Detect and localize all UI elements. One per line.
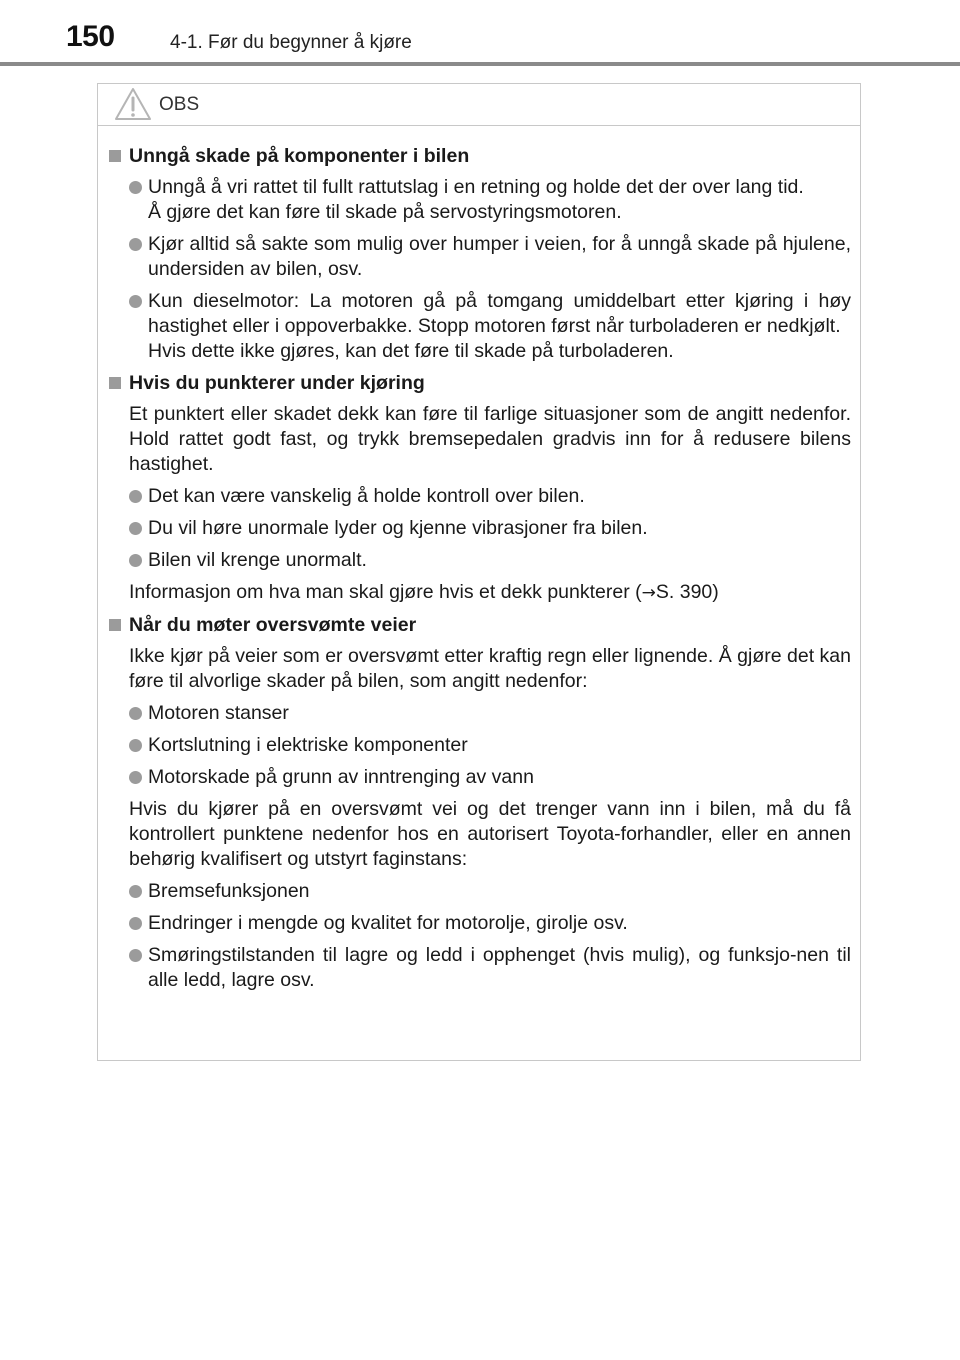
round-bullet-icon [129, 949, 142, 962]
list-item-text [148, 289, 851, 364]
round-bullet-icon [129, 490, 142, 503]
round-bullet-icon [129, 554, 142, 567]
round-bullet-icon [129, 707, 142, 720]
section-heading [105, 613, 851, 638]
paragraph: Et punktert eller skadet dekk kan føre til farlige situasjoner som de angitt nedenfor. Hold rattet godt fast, og trykk bremsepedalen gradvis inn for å redusere bilens hastighet. [129, 403, 851, 475]
reference-text: Informasjon om hva man skal gjøre hvis et dekk punkterer ( [129, 581, 642, 603]
header-rule [0, 62, 960, 66]
notice-body [98, 126, 860, 993]
round-bullet-icon [129, 885, 142, 898]
page-header [0, 0, 960, 66]
list-item [129, 911, 851, 936]
notice-header [98, 84, 860, 126]
list-item [129, 516, 851, 541]
notice-label: OBS [159, 94, 200, 115]
list-item-text: Bilen vil krenge unormalt. [148, 549, 367, 571]
round-bullet-icon [129, 238, 142, 251]
page-number: 150 [66, 20, 115, 53]
square-bullet-icon [109, 377, 121, 389]
list-item [129, 289, 851, 364]
list-item-text: Motoren stanser [148, 702, 289, 724]
text-line: Unngå å vri rattet til fullt rattutslag i en retning og holde det der over lang tid. [148, 176, 804, 198]
list-item [129, 548, 851, 573]
paragraph: Hvis du kjører på en oversvømt vei og det trenger vann inn i bilen, må du få kontrollert punktene nedenfor hos en autorisert Toyota-forhandler, eller en annen behørig kvalifisert og utstyrt faginstans: [129, 798, 851, 870]
list-item [129, 733, 851, 758]
text-line: Hvis dette ikke gjøres, kan det føre til skade på turboladeren. [148, 340, 674, 362]
list-item-text [148, 175, 851, 225]
list-item [129, 943, 851, 993]
list-item [129, 484, 851, 509]
square-bullet-icon [109, 619, 121, 631]
page-reference: S. 390) [655, 581, 719, 603]
section-heading-text: Unngå skade på komponenter i bilen [129, 145, 470, 167]
section-title: 4-1. Før du begynner å kjøre [170, 32, 412, 53]
list-item-text: Kortslutning i elektriske komponenter [148, 734, 468, 756]
list-item-text: Du vil høre unormale lyder og kjenne vibrasjoner fra bilen. [148, 517, 648, 539]
section-heading-text: Hvis du punkterer under kjøring [129, 372, 425, 394]
list-item-text: Endringer i mengde og kvalitet for motorolje, girolje osv. [148, 912, 628, 934]
list-item [129, 175, 851, 225]
section-heading [105, 144, 851, 169]
list-item-text: Bremsefunksjonen [148, 880, 310, 902]
paragraph [129, 580, 851, 606]
text-line: Å gjøre det kan føre til skade på servostyringsmotoren. [148, 201, 622, 223]
arrow-right-icon: → [641, 583, 656, 603]
section-heading-text: Når du møter oversvømte veier [129, 614, 417, 636]
round-bullet-icon [129, 522, 142, 535]
round-bullet-icon [129, 181, 142, 194]
list-item-text: Smøringstilstanden til lagre og ledd i opphenget (hvis mulig), og funksjo-nen til alle ledd, lagre osv. [148, 944, 851, 991]
list-item-text [148, 232, 851, 282]
text-line: Kun dieselmotor: La motoren gå på tomgang umiddelbart etter kjøring i høy hastighet eller i oppoverbakke. Stopp motoren først når turboladeren er nedkjølt. [148, 290, 851, 337]
round-bullet-icon [129, 917, 142, 930]
paragraph: Ikke kjør på veier som er oversvømt etter kraftig regn eller lignende. Å gjøre det kan føre til alvorlige skader på bilen, som angitt nedenfor: [129, 645, 851, 692]
list-item [129, 701, 851, 726]
square-bullet-icon [109, 150, 121, 162]
round-bullet-icon [129, 771, 142, 784]
list-item [129, 765, 851, 790]
round-bullet-icon [129, 739, 142, 752]
section-heading [105, 371, 851, 396]
list-item [129, 232, 851, 282]
list-item-text: Motorskade på grunn av inntrenging av vann [148, 766, 534, 788]
list-item [129, 879, 851, 904]
round-bullet-icon [129, 295, 142, 308]
text-line: Kjør alltid så sakte som mulig over humper i veien, for å unngå skade på hjulene, undersiden av bilen, osv. [148, 233, 851, 280]
warning-triangle-icon [114, 87, 152, 121]
list-item-text: Det kan være vanskelig å holde kontroll over bilen. [148, 485, 585, 507]
notice-box [97, 83, 861, 1061]
